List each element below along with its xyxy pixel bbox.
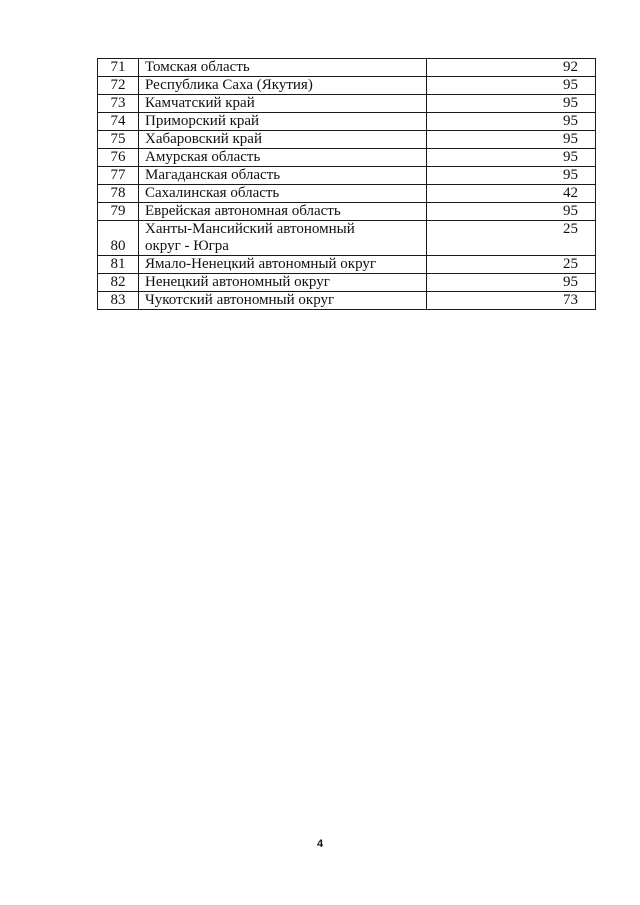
table-row	[98, 221, 596, 256]
table-row	[98, 292, 596, 310]
value-cell: 25	[427, 221, 596, 256]
region-name-cell	[139, 77, 427, 95]
region-name-line: Хабаровский край	[145, 131, 262, 147]
region-name-cell	[139, 59, 427, 77]
value-cell: 95	[427, 274, 596, 292]
region-name-line: Амурская область	[145, 149, 261, 165]
region-name-cell	[139, 256, 427, 274]
region-name-cell	[139, 95, 427, 113]
table-row	[98, 95, 596, 113]
table-row	[98, 167, 596, 185]
table-row	[98, 77, 596, 95]
row-number-cell: 73	[98, 95, 139, 113]
region-name-cell	[139, 292, 427, 310]
region-name-line: Ненецкий автономный округ	[145, 274, 330, 290]
row-number-cell: 80	[98, 221, 139, 256]
region-name-line: Чукотский автономный округ	[145, 292, 335, 308]
value-cell: 25	[427, 256, 596, 274]
region-name-cell	[139, 131, 427, 149]
row-number-cell: 76	[98, 149, 139, 167]
region-name-line: Республика Саха (Якутия)	[145, 77, 313, 93]
region-name-cell	[139, 185, 427, 203]
table-row	[98, 131, 596, 149]
region-name-line: Приморский край	[145, 113, 260, 129]
row-number-cell: 82	[98, 274, 139, 292]
value-cell: 42	[427, 185, 596, 203]
region-name-line: Еврейская автономная область	[145, 203, 341, 219]
value-cell: 95	[427, 167, 596, 185]
table-row	[98, 59, 596, 77]
table-row	[98, 185, 596, 203]
row-number-cell: 77	[98, 167, 139, 185]
region-name-line: Сахалинская область	[145, 185, 280, 201]
regions-table-body	[98, 59, 596, 310]
regions-table	[97, 58, 596, 310]
region-name-line: округ - Югра	[145, 238, 229, 254]
value-cell: 73	[427, 292, 596, 310]
region-name-cell	[139, 221, 427, 256]
row-number-cell: 72	[98, 77, 139, 95]
value-cell: 92	[427, 59, 596, 77]
row-number-cell: 74	[98, 113, 139, 131]
region-name-line: Томская область	[145, 59, 250, 75]
table-row	[98, 113, 596, 131]
value-cell: 95	[427, 77, 596, 95]
region-name-line: Ханты-Мансийский автономный	[145, 221, 355, 237]
region-name-cell	[139, 167, 427, 185]
row-number-cell: 71	[98, 59, 139, 77]
table-row	[98, 256, 596, 274]
region-name-line: Камчатский край	[145, 95, 255, 111]
value-cell: 95	[427, 131, 596, 149]
value-cell: 95	[427, 149, 596, 167]
value-cell: 95	[427, 95, 596, 113]
page-number: 4	[316, 838, 324, 850]
region-name-cell	[139, 203, 427, 221]
region-name-cell	[139, 113, 427, 131]
row-number-cell: 81	[98, 256, 139, 274]
row-number-cell: 83	[98, 292, 139, 310]
row-number-cell: 78	[98, 185, 139, 203]
region-name-cell	[139, 274, 427, 292]
regions-table-container	[97, 58, 596, 310]
region-name-line: Ямало-Ненецкий автономный округ	[145, 256, 377, 272]
value-cell: 95	[427, 113, 596, 131]
table-row	[98, 203, 596, 221]
table-row	[98, 274, 596, 292]
table-row	[98, 149, 596, 167]
region-name-line: Магаданская область	[145, 167, 281, 183]
row-number-cell: 75	[98, 131, 139, 149]
region-name-cell	[139, 149, 427, 167]
value-cell: 95	[427, 203, 596, 221]
row-number-cell: 79	[98, 203, 139, 221]
